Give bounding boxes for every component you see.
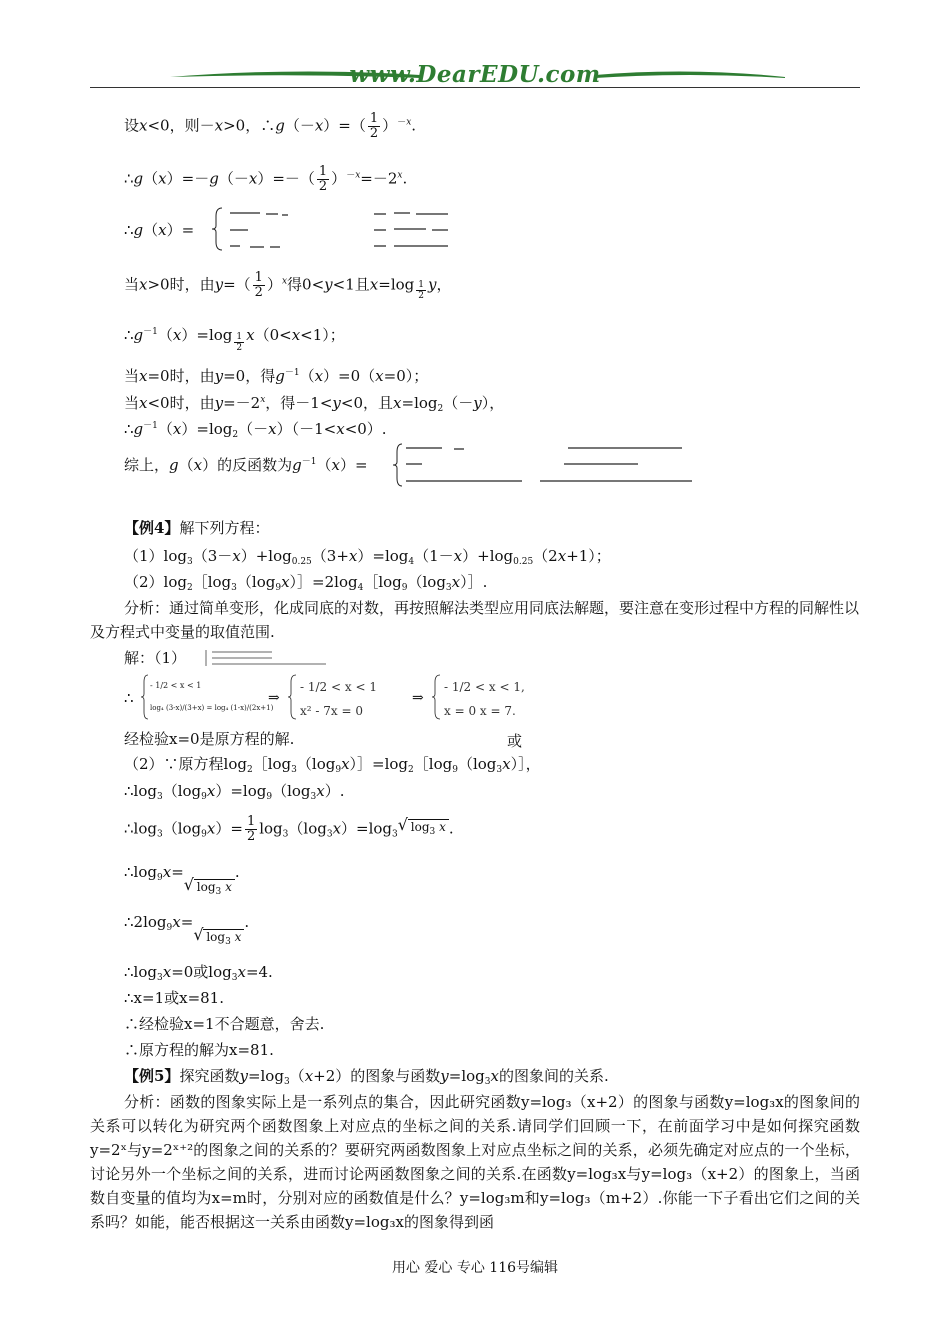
- text-line: $\therefore g^{-1}(x)=\log$ $\frac{1}{2}$ x（0<x<1）；: [124, 326, 345, 353]
- step-line: ∴经检验x=1不合题意，舍去.: [124, 1015, 325, 1033]
- step-line: $\therefore\log_9x=$ √ $\log_3 x$.: [124, 863, 240, 897]
- svg-text:⇒: ⇒: [412, 690, 424, 706]
- text-line: 设x<0，则－x>0，∴g（－x）=（ $\frac{1}{2}$ ）$^{-x}$.: [124, 111, 417, 141]
- svg-text:x² - 7x = 0: x² - 7x = 0: [300, 704, 363, 718]
- step-line: $\therefore\log_3x=0$或$\log_3x=4$.: [124, 963, 273, 983]
- inverse-piecewise-formula-image: [392, 440, 702, 490]
- example-5-heading: 【例5】探究函数$y=\log_3(x+2)$的图象与函数$y=\log_3x$的图象间的关系.: [124, 1067, 609, 1087]
- svg-text:- 1/2 < x < 1: - 1/2 < x < 1: [300, 680, 377, 694]
- piecewise-formula-image: [210, 204, 470, 254]
- svg-text:- 1/2 < x < 1,: - 1/2 < x < 1,: [444, 680, 525, 694]
- page-header: [90, 55, 860, 91]
- example-4-heading: 【例4】解下列方程：: [124, 519, 270, 537]
- equation-2: $(2)\log_2[\log_3(\log_9x)]=2\log_4[\log_9(\log_3x)]$.: [124, 573, 488, 593]
- step-line: ∴x=1或x=81.: [124, 989, 224, 1007]
- text-line: ∴g（x）=－g（－x）=－（ $\frac{1}{2}$ ）$^{-x}=-2^x$.: [124, 164, 408, 194]
- example-5-analysis: 分析：函数的图象实际上是一系列点的集合，因此研究函数y=log₃（x+2）的图象与函数y=log₃x的图象间的关系可以转化为研究两个函数图象上对应点的坐标之间的关系.请同学们回顾一下，在前面学习中是如何探究函数y=2ˣ与y=2ˣ⁺²的图象之间的关系的？要研究两函数图象上对应点坐标之间的关系，必须先确定对应点的一个坐标，讨论另外一个坐标之间的关系，进而讨论两函数图象之间的关系.在函数y=log₃x与y=log₃（x+2）的图象上，当函数自变量的值均为x=m时，分别对应的函数值是什么？y=log₃m和y=log₃（m+2）.你能一下子看出它们之间的关系吗？如能，能否根据这一关系由函数y=log₃x的图象得到函: [90, 1093, 860, 1231]
- therefore-symbol: ∴: [124, 689, 134, 707]
- text-line: 当x<0时，由$y=-2^x$，得－1<y<0，且$x=\log_2(-y)$，: [124, 394, 505, 414]
- svg-text:log₄ (3-x)/(3+x) = log₄ (1-x)/: log₄ (3-x)/(3+x) = log₄ (1-x)/(2x+1): [150, 704, 274, 712]
- text-line: 当x>0时，由y=（ $\frac{1}{2}$ ）$^x$得0<y<1且x=log $\frac{1}{2}$ y，: [124, 270, 452, 301]
- step-line: $\therefore\log_3(\log_9x)=\log_9(\log_3x)$.: [124, 782, 345, 802]
- svg-text:x = 0 x = 7.: x = 0 x = 7.: [444, 704, 516, 718]
- text-line: 当x=0时，由y=0，得$g^{-1}(x)=0(x=0)$；: [124, 367, 429, 385]
- site-logo: www.DearEDU.com: [349, 61, 601, 88]
- svg-text:- 1/2 < x < 1: - 1/2 < x < 1: [150, 681, 202, 690]
- solution-system-formula: [140, 672, 560, 722]
- or-label: 或: [507, 732, 523, 750]
- solution-2-line: （2）∵原方程$\log_2[\log_3(\log_9x)]=\log_2[\log_9(\log_3x)]$，: [124, 755, 541, 775]
- page-footer: 用心 爱心 专心 116号编辑: [391, 1260, 559, 1276]
- analysis-paragraph: 分析：通过简单变形，化成同底的对数，再按照解法类型应用同底法解题，要注意在变形过程中方程的同解性以及方程式中变量的取值范围.: [90, 599, 860, 641]
- svg-text:⇒: ⇒: [268, 690, 280, 706]
- header-rule: [90, 87, 860, 88]
- text-line: $\therefore g^{-1}(x)=\log_2(-x)(-1<x<0)$.: [124, 420, 387, 440]
- text-line: 综上，g（x）的反函数为$g^{-1}(x)=$: [124, 456, 368, 474]
- green-swoosh-right-icon: [595, 69, 785, 81]
- scanned-formula-fragment: [202, 646, 332, 670]
- solution-label: 解：（1）: [124, 649, 187, 667]
- step-line: $\therefore 2\log_9x=$ √ $\log_3 x$.: [124, 913, 250, 947]
- text-line: ∴g（x）=: [124, 221, 195, 239]
- step-line: ∴原方程的解为x=81.: [124, 1041, 274, 1059]
- check-line: 经检验x=0是原方程的解.: [124, 730, 295, 748]
- step-line: $\therefore\log_3(\log_9x)=$ $\frac{1}{2}$ $\log_3(\log_3x)=\log_3$ √ $\log_3 x$ .: [124, 814, 454, 844]
- equation-1: $(1)\log_3(3-x)+\log_{0.25}(3+x)=\log_4(1-x)+\log_{0.25}(2x+1)$；: [124, 547, 611, 567]
